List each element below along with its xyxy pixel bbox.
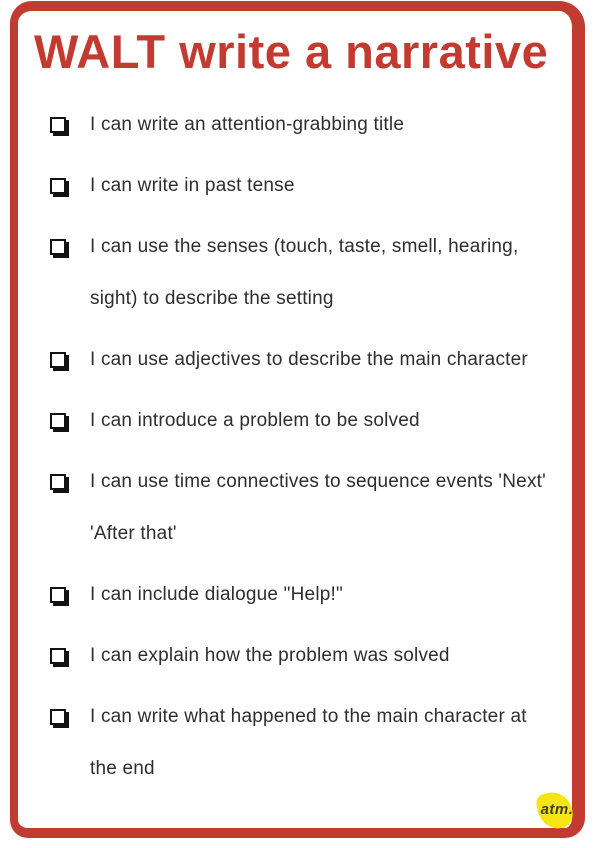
checklist-item — [50, 334, 558, 386]
checkbox-icon — [50, 709, 66, 725]
atm-logo — [536, 790, 576, 832]
checkbox-icon — [50, 117, 66, 133]
checklist-item-label: I can use time connectives to sequence events 'Next' 'After that' — [90, 471, 546, 544]
checklist-item-label: I can explain how the problem was solved — [90, 645, 450, 666]
checklist-item-label: I can use the senses (touch, taste, smell, hearing, sight) to describe the setting — [90, 236, 519, 309]
checkbox-icon — [50, 413, 66, 429]
checklist-item-label: I can write in past tense — [90, 175, 295, 196]
checkbox-icon — [50, 178, 66, 194]
checklist-item — [50, 395, 558, 447]
checklist-item — [50, 630, 558, 682]
checklist-item-label: I can write an attention-grabbing title — [90, 114, 405, 135]
page-title: WALT write a narrative — [34, 25, 549, 78]
checklist-item-label: I can include dialogue "Help!" — [90, 584, 343, 605]
checkbox-icon — [50, 239, 66, 255]
checkbox-icon — [50, 648, 66, 664]
checklist-item — [50, 99, 558, 151]
checkbox-icon — [50, 474, 66, 490]
checklist-item — [50, 221, 558, 325]
checklist-item-label: I can use adjectives to describe the main character — [90, 349, 528, 370]
checklist-item — [50, 691, 558, 795]
checklist-item-label: I can introduce a problem to be solved — [90, 410, 420, 431]
checklist-item — [50, 160, 558, 212]
checklist — [50, 99, 558, 804]
logo-text: atm. — [540, 801, 574, 818]
checkbox-icon — [50, 587, 66, 603]
checklist-item — [50, 569, 558, 621]
checklist-item — [50, 456, 558, 560]
checkbox-icon — [50, 352, 66, 368]
checklist-item-label: I can write what happened to the main character at the end — [90, 706, 527, 779]
